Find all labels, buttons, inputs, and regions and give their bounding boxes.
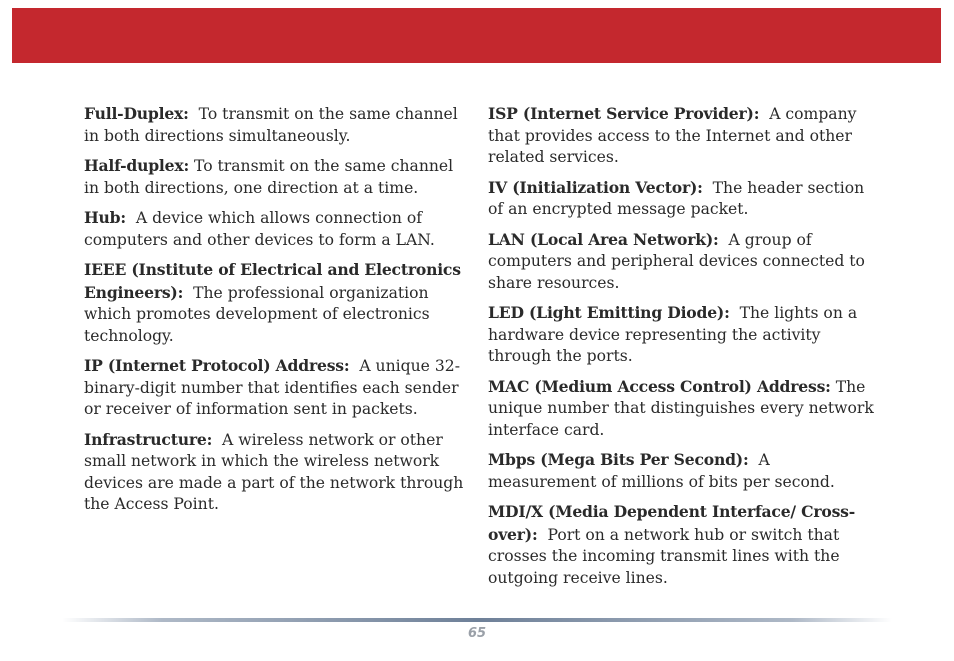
glossary-entry-iv — [488, 177, 874, 221]
glossary-term: Half-duplex: — [84, 156, 190, 175]
glossary-left-column — [84, 103, 470, 524]
glossary-definition: A device which allows connection of computers and other devices to form a LAN. — [84, 209, 435, 249]
glossary-term: Mbps (Mega Bits Per Second): — [488, 450, 749, 469]
glossary-entry-mac-address — [488, 376, 874, 442]
glossary-definition: A wireless network or other small network in which the wireless network devices are made a part of the network through the Access Point. — [84, 430, 464, 513]
glossary-definition: A group of computers and peripheral devices connected to share resources. — [488, 230, 865, 292]
glossary-term: LED (Light Emitting Diode): — [488, 303, 730, 322]
glossary-definition: A measurement of millions of bits per second. — [488, 451, 835, 491]
glossary-right-column — [488, 103, 874, 597]
glossary-definition: Port on a network hub or switch that crosses the incoming transmit lines with the outgoing receive lines. — [488, 525, 840, 587]
glossary-term: MDI/X (Media Dependent Interface/ Cross-over): — [488, 502, 856, 544]
glossary-entry-mdi-x — [488, 501, 874, 589]
glossary-term: Hub: — [84, 208, 126, 227]
glossary-term: IEEE (Institute of Electrical and Electronics Engineers): — [84, 260, 461, 302]
glossary-entry-mbps — [488, 449, 874, 493]
glossary-entry-infrastructure — [84, 429, 470, 516]
glossary-definition: The unique number that distinguishes every network interface card. — [488, 377, 874, 439]
glossary-term: Infrastructure: — [84, 429, 213, 449]
glossary-term: IV (Initialization Vector): — [488, 177, 703, 197]
footer-divider — [62, 618, 892, 622]
glossary-definition: The header section of an encrypted message packet. — [488, 178, 865, 218]
glossary-entry-led — [488, 302, 874, 368]
glossary-term: Full-Duplex: — [84, 104, 189, 123]
glossary-entry-ieee — [84, 259, 470, 347]
glossary-entry-isp — [488, 103, 874, 169]
glossary-entry-hub — [84, 207, 470, 251]
glossary-entry-full-duplex — [84, 103, 470, 147]
glossary-term: LAN (Local Area Network): — [488, 229, 719, 249]
header-bar — [12, 8, 941, 63]
glossary-term: ISP (Internet Service Provider): — [488, 104, 760, 123]
glossary-definition: The lights on a hardware device representing the activity through the ports. — [488, 304, 858, 365]
glossary-definition: A company that provides access to the Internet and other related services. — [488, 105, 857, 166]
glossary-entry-half-duplex — [84, 155, 470, 199]
glossary-definition: A unique 32-binary-digit number that identifies each sender or receiver of information sent in packets. — [84, 357, 460, 418]
glossary-definition: To transmit on the same channel in both directions, one direction at a time. — [84, 157, 454, 197]
glossary-term: IP (Internet Protocol) Address: — [84, 356, 350, 375]
glossary-term: MAC (Medium Access Control) Address: — [488, 376, 831, 396]
glossary-entry-ip-address — [84, 355, 470, 421]
glossary-definition: To transmit on the same channel in both directions simultaneously. — [84, 105, 458, 145]
page-number: 65 — [467, 626, 487, 641]
glossary-definition: The professional organization which promotes development of electronics technology. — [84, 283, 430, 345]
glossary-entry-lan — [488, 229, 874, 295]
